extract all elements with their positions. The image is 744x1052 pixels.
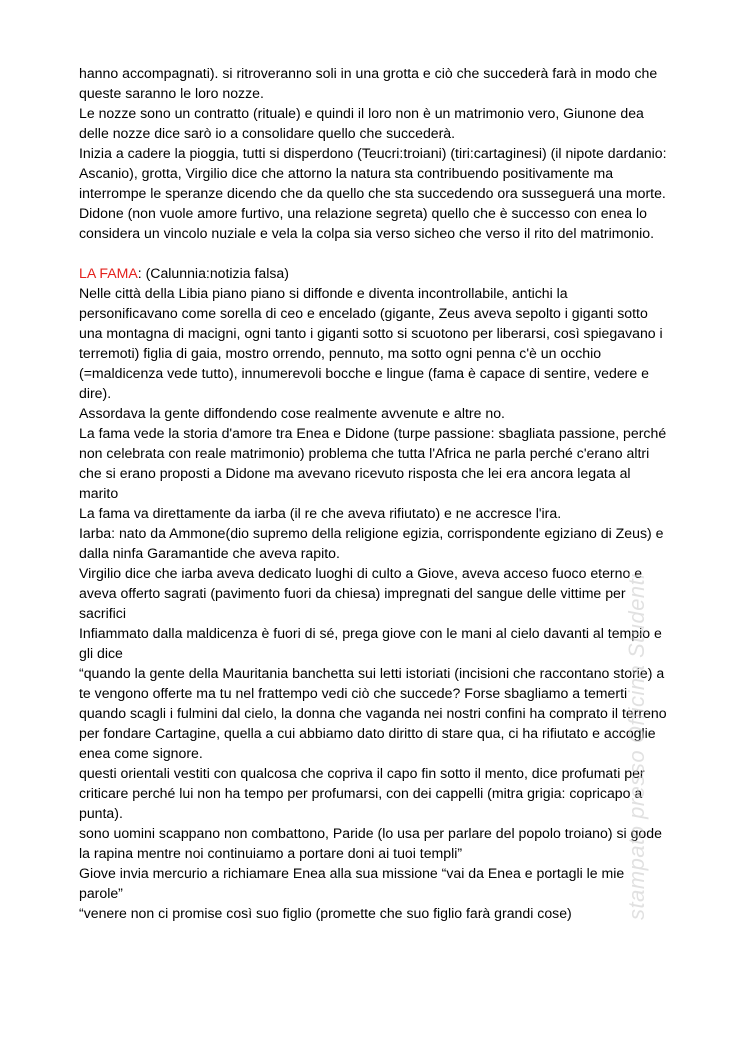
paragraph: “quando la gente della Mauritania banchetta sui letti istoriati (incisioni che raccontano storie) a te vengono offerte ma tu nel frattempo vedi ciò che succede? Forse sbagliamo a temerti quando scagli i fulmini dal cielo, la donna che vaganda nei nostri confini ha comprato il terreno per fondare Cartagine, quella a cui abbiamo dato diritto di stare qua, ci ha rifiutato e accoglie enea come signore.: [79, 665, 667, 761]
paragraph: Didone (non vuole amore furtivo, una relazione segreta) quello che è successo con enea lo considera un vincolo nuziale e vela la colpa sia verso sicheo che verso il rito del matrimonio.: [79, 205, 655, 241]
paragraph: La fama vede la storia d'amore tra Enea e Didone (turpe passione: sbagliata passione, perché non celebrata con reale matrimonio) problema che tutta l'Africa ne parla perché c'erano altri che si erano proposti a Didone ma avevano ricevuto risposta che lei era ancora legata al marito: [79, 425, 667, 501]
paragraph: “venere non ci promise così suo figlio (promette che suo figlio farà grandi cose): [79, 905, 572, 921]
paragraph: La fama va direttamente da iarba (il re che aveva rifiutato) e ne accresce l'ira.: [79, 505, 562, 521]
paragraph: Giove invia mercurio a richiamare Enea alla sua missione “vai da Enea e portagli le mie parole”: [79, 865, 625, 901]
paragraph: Assordava la gente diffondendo cose realmente avvenute e altre no.: [79, 405, 505, 421]
paragraph: questi orientali vestiti con qualcosa che copriva il capo fin sotto il mento, dice profumati per criticare perché lui non ha tempo per profumarsi, con dei cappelli (mitra grigia: copricapo a punta).: [79, 765, 645, 821]
paragraph: Infiammato dalla maldicenza è fuori di sé, prega giove con le mani al cielo davanti al tempio e gli dice: [79, 625, 662, 661]
paragraph: Nelle città della Libia piano piano si diffonde e diventa incontrollabile, antichi la personificavano come sorella di ceo e encelado (gigante, Zeus aveva sepolto i giganti sotto una montagna di macigni, ogni tanto i giganti sotto si scuotono per liberarsi, così spiegavano i terremoti) figlia di gaia, mostro orrendo, pennuto, ma sotto ogni penna c'è un occhio (=maldicenza vede tutto), innumerevoli bocche e lingue (fama è capace di sentire, vedere e dire).: [79, 285, 663, 401]
document-page: [79, 63, 669, 923]
paragraph: Iarba: nato da Ammone(dio supremo della religione egizia, corrispondente egiziano di Zeus) e dalla ninfa Garamantide che aveva rapito.: [79, 525, 664, 561]
watermark: stampato presso Officina Studenti: [624, 573, 649, 920]
paragraph: Virgilio dice che iarba aveva dedicato luoghi di culto a Giove, aveva acceso fuoco eterno e aveva offerto sagrati (pavimento fuori da chiesa) impregnati del sangue delle vittime per sacrifici: [79, 565, 643, 621]
section-heading-suffix: : (Calunnia:notizia falsa): [137, 265, 289, 281]
paragraph: Le nozze sono un contratto (rituale) e quindi il loro non è un matrimonio vero, Giunone dea delle nozze dice sarò io a consolidare quello che succederà.: [79, 105, 644, 141]
paragraph-spacer: [79, 243, 669, 263]
section-heading-line: [79, 263, 669, 283]
paragraph: Inizia a cadere la pioggia, tutti si disperdono (Teucri:troiani) (tiri:cartaginesi) (il nipote dardanio: Ascanio), grotta, Virgilio dice che attorno la natura sta contribuendo positivamente ma interrompe le speranze dicendo che da quello che sta succedendo ora susseguerá una morte.: [79, 145, 667, 201]
paragraph: hanno accompagnati). si ritroveranno soli in una grotta e ciò che succederà farà in modo che queste saranno le loro nozze.: [79, 65, 658, 101]
section-heading: LA FAMA: [79, 265, 138, 281]
paragraph: sono uomini scappano non combattono, Paride (lo usa per parlare del popolo troiano) si gode la rapina mentre noi continuiamo a portare doni ai tuoi templi”: [79, 825, 662, 861]
